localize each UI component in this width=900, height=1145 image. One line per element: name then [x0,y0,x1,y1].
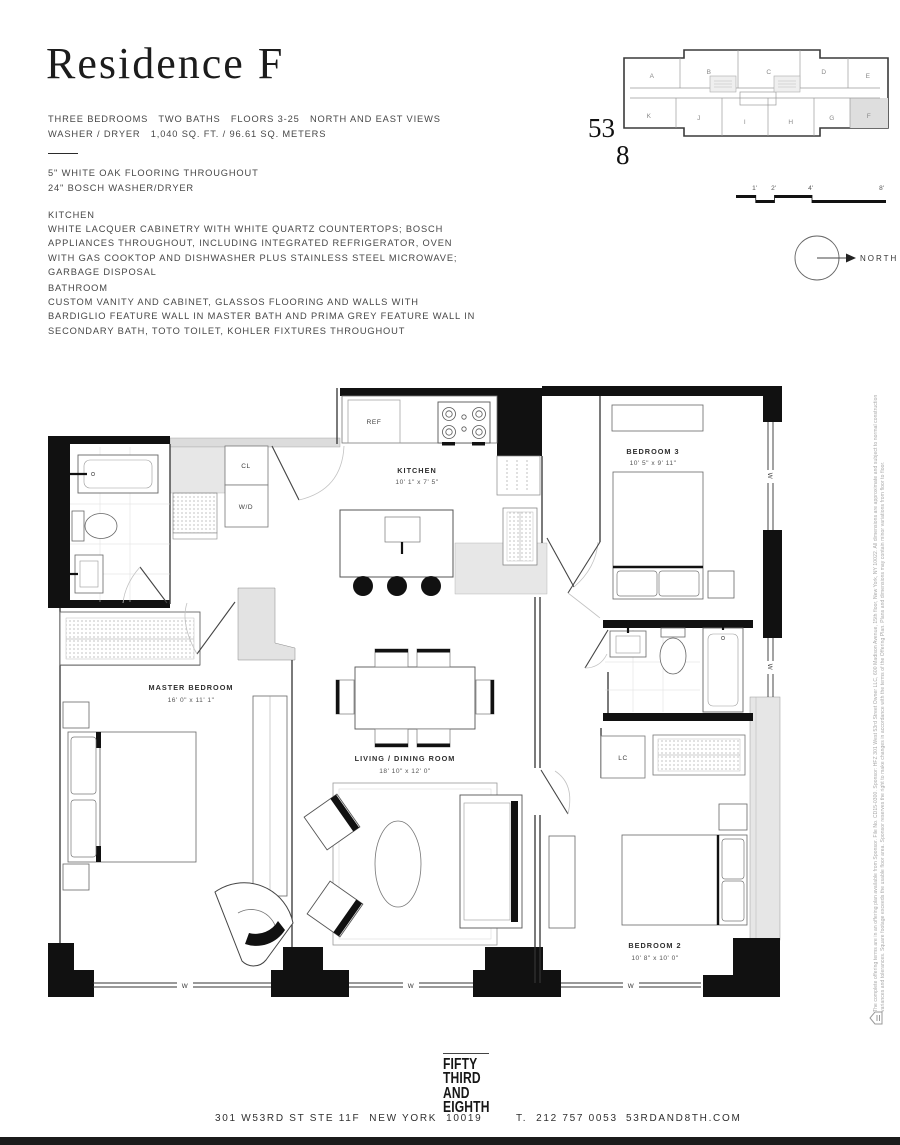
disclaimer-line-1: The complete offering terms are in an offering plan available from Sponsor. File No. CD15-0300. Sponsor: HFZ 301 West 53rd Street Owner LLC, 600 Madison Avenue, 15th floor, New York, NY 10022. All dimensions are approximate and subject to normal construction [873,394,879,1012]
scale-label-1ft: 1' [752,185,758,192]
keyplan-unit-a: A [649,73,655,80]
logo-rule [443,1053,489,1054]
keyplan-unit-f: F [866,113,872,120]
disclaimer-line-2: variances and tolerances. Square footage exceeds the usable floor area. Sponsor reserves the right to make changes in accordance with the terms of the Offering Plan. Plans and dimensions may contain minor variations from floor to floor. [880,461,886,1012]
master-bedroom [60,612,293,966]
column-top-right [763,386,782,422]
specs-line-2: WASHER / DRYER 1,040 SQ. FT. / 96.61 SQ. METERS [48,129,327,139]
column-bottom-right [703,938,780,997]
floorplan-svg [45,372,785,1002]
scale-label-8ft: 8' [879,185,885,192]
bath2-tub [703,628,743,712]
stool [421,576,441,596]
window-label-w: W [407,983,415,990]
compass-arrow-head [846,254,856,263]
armchair [304,794,360,850]
linen-closet [653,735,745,775]
column-bottom-mid-1 [283,947,323,974]
scale-label-2ft: 2' [771,185,777,192]
bedroom3-dims: 10' 5" x 9' 11" [629,460,677,467]
keyplan-unit-e: E [865,73,871,80]
entry-closet [503,508,537,565]
closet-label-wd: W/D [238,504,254,511]
window-label-w: W [627,983,635,990]
bedroom-3 [612,405,734,599]
bathtub [78,455,158,493]
logo-line-2: THIRD [443,1070,481,1088]
closet-lc [601,736,645,778]
keyplan-unit-b: B [706,69,712,76]
shower [173,493,217,533]
bathroom-2 [605,620,743,712]
keyplan-unit-g: G [829,115,835,122]
living-dining [304,649,522,945]
kitchen-heading: KITCHEN [48,210,95,220]
kitchen-island [340,510,453,577]
feature-line-1: 5" WHITE OAK FLOORING THROUGHOUT [48,168,259,178]
pantry [497,456,540,495]
feature-line-2: 24" BOSCH WASHER/DRYER [48,183,194,193]
ref-label: REF [366,419,382,426]
logo-line-4: EIGHTH [443,1098,490,1116]
kitchen-label: KITCHEN [397,466,437,475]
scale-bar-labels [752,185,885,192]
disclaimer-column [873,378,889,1012]
stool [387,576,407,596]
kitchen-dims: 10' 1" x 7' 5" [395,479,439,486]
dining-table [355,667,475,729]
closet-label-cl: CL [241,463,251,470]
brand-logo [443,1053,503,1115]
bedroom3-nightstand [708,571,734,598]
keyplan-unit-c: C [766,69,772,76]
keyplan-unit-d: D [821,69,827,76]
column-bath-left [48,442,70,608]
keyplan-outline [624,50,888,136]
column-kitchen [497,388,542,456]
bedroom-2 [549,804,747,962]
brand-numeral-8: 8 [616,140,630,170]
scale-bar-segments [736,195,886,203]
closet-label-lc: LC [618,755,628,762]
divider-rule [48,153,78,154]
keyplan-cores [710,76,800,92]
sofa [460,795,522,928]
footer-phone: T. 212 757 0053 [516,1113,618,1124]
logo-line-3: AND [443,1084,470,1102]
bedroom2-label: BEDROOM 2 [628,941,682,950]
bathroom-body: CUSTOM VANITY AND CABINET, GLASSOS FLOORING AND WALLS WITH BARDIGLIO FEATURE WALL IN MASTER BATH AND PRIMA GREY FEATURE WALL IN SECONDARY BATH, TOTO TOILET, KOHLER FIXTURES THROUGHOUT [48,297,479,336]
scale-label-4ft: 4' [808,185,814,192]
bottom-bar [0,1137,900,1145]
coffee-table [375,821,421,907]
column-right-mid [763,530,782,638]
master-label: MASTER BEDROOM [148,683,234,692]
window-label-w: W [181,983,189,990]
living-label: LIVING / DINING ROOM [354,754,456,763]
bedroom2-console [549,836,575,928]
living-dims: 18' 10" x 12' 0" [379,768,431,775]
brand-numeral-53: 53 [588,113,615,143]
logo-line-1: FIFTY [443,1056,478,1073]
keyplan-unit-k: K [646,113,652,120]
bedroom3-label: BEDROOM 3 [626,447,680,456]
bathroom-heading: BATHROOM [48,283,108,293]
keyplan-partitions [630,50,880,136]
window-label-w: W [766,472,773,480]
keyplan-unit-j: J [697,115,701,122]
kitchen-body: WHITE LACQUER CABINETRY WITH WHITE QUARTZ COUNTERTOPS; BOSCH APPLIANCES THROUGHOUT, INCLUDING INTEGRATED REFRIGERATOR, OVEN WITH GAS COOKTOP AND DISHWASHER PLUS STAINLESS STEEL MICROWAVE; GARBAGE DISPOSAL [48,224,461,278]
master-nightstand [63,702,89,728]
toilet [72,511,84,541]
window-label-w: W [766,663,773,671]
bedroom2-nightstand [719,804,747,830]
keyplan-unit-h: H [788,119,794,126]
page-title: Residence F [46,39,285,88]
armchair [307,881,363,937]
master-dims: 16' 0" x 11' 1" [167,697,215,704]
bedroom3-dresser [612,405,703,431]
footer-website[interactable]: 53RDAND8TH.COM [626,1113,742,1124]
closet-cl-wd [225,446,268,527]
footer-address: 301 W53RD ST STE 11F NEW YORK 10019 [215,1113,483,1124]
equal-housing-icon [868,1010,884,1026]
scale-bar [732,182,890,210]
bedroom2-dims: 10' 8" x 10' 0" [631,955,679,962]
master-nightstand [63,864,89,890]
stool [353,576,373,596]
specs-line-1: THREE BEDROOMS TWO BATHS FLOORS 3-25 NORTH AND EAST VIEWS [48,114,441,124]
column-bottom-mid-2 [485,947,543,974]
building-keyplan [622,42,890,144]
north-label: NORTH [860,254,898,263]
keyplan-unit-i: I [743,119,747,126]
bath2-toilet [661,628,685,637]
north-compass [772,230,898,286]
